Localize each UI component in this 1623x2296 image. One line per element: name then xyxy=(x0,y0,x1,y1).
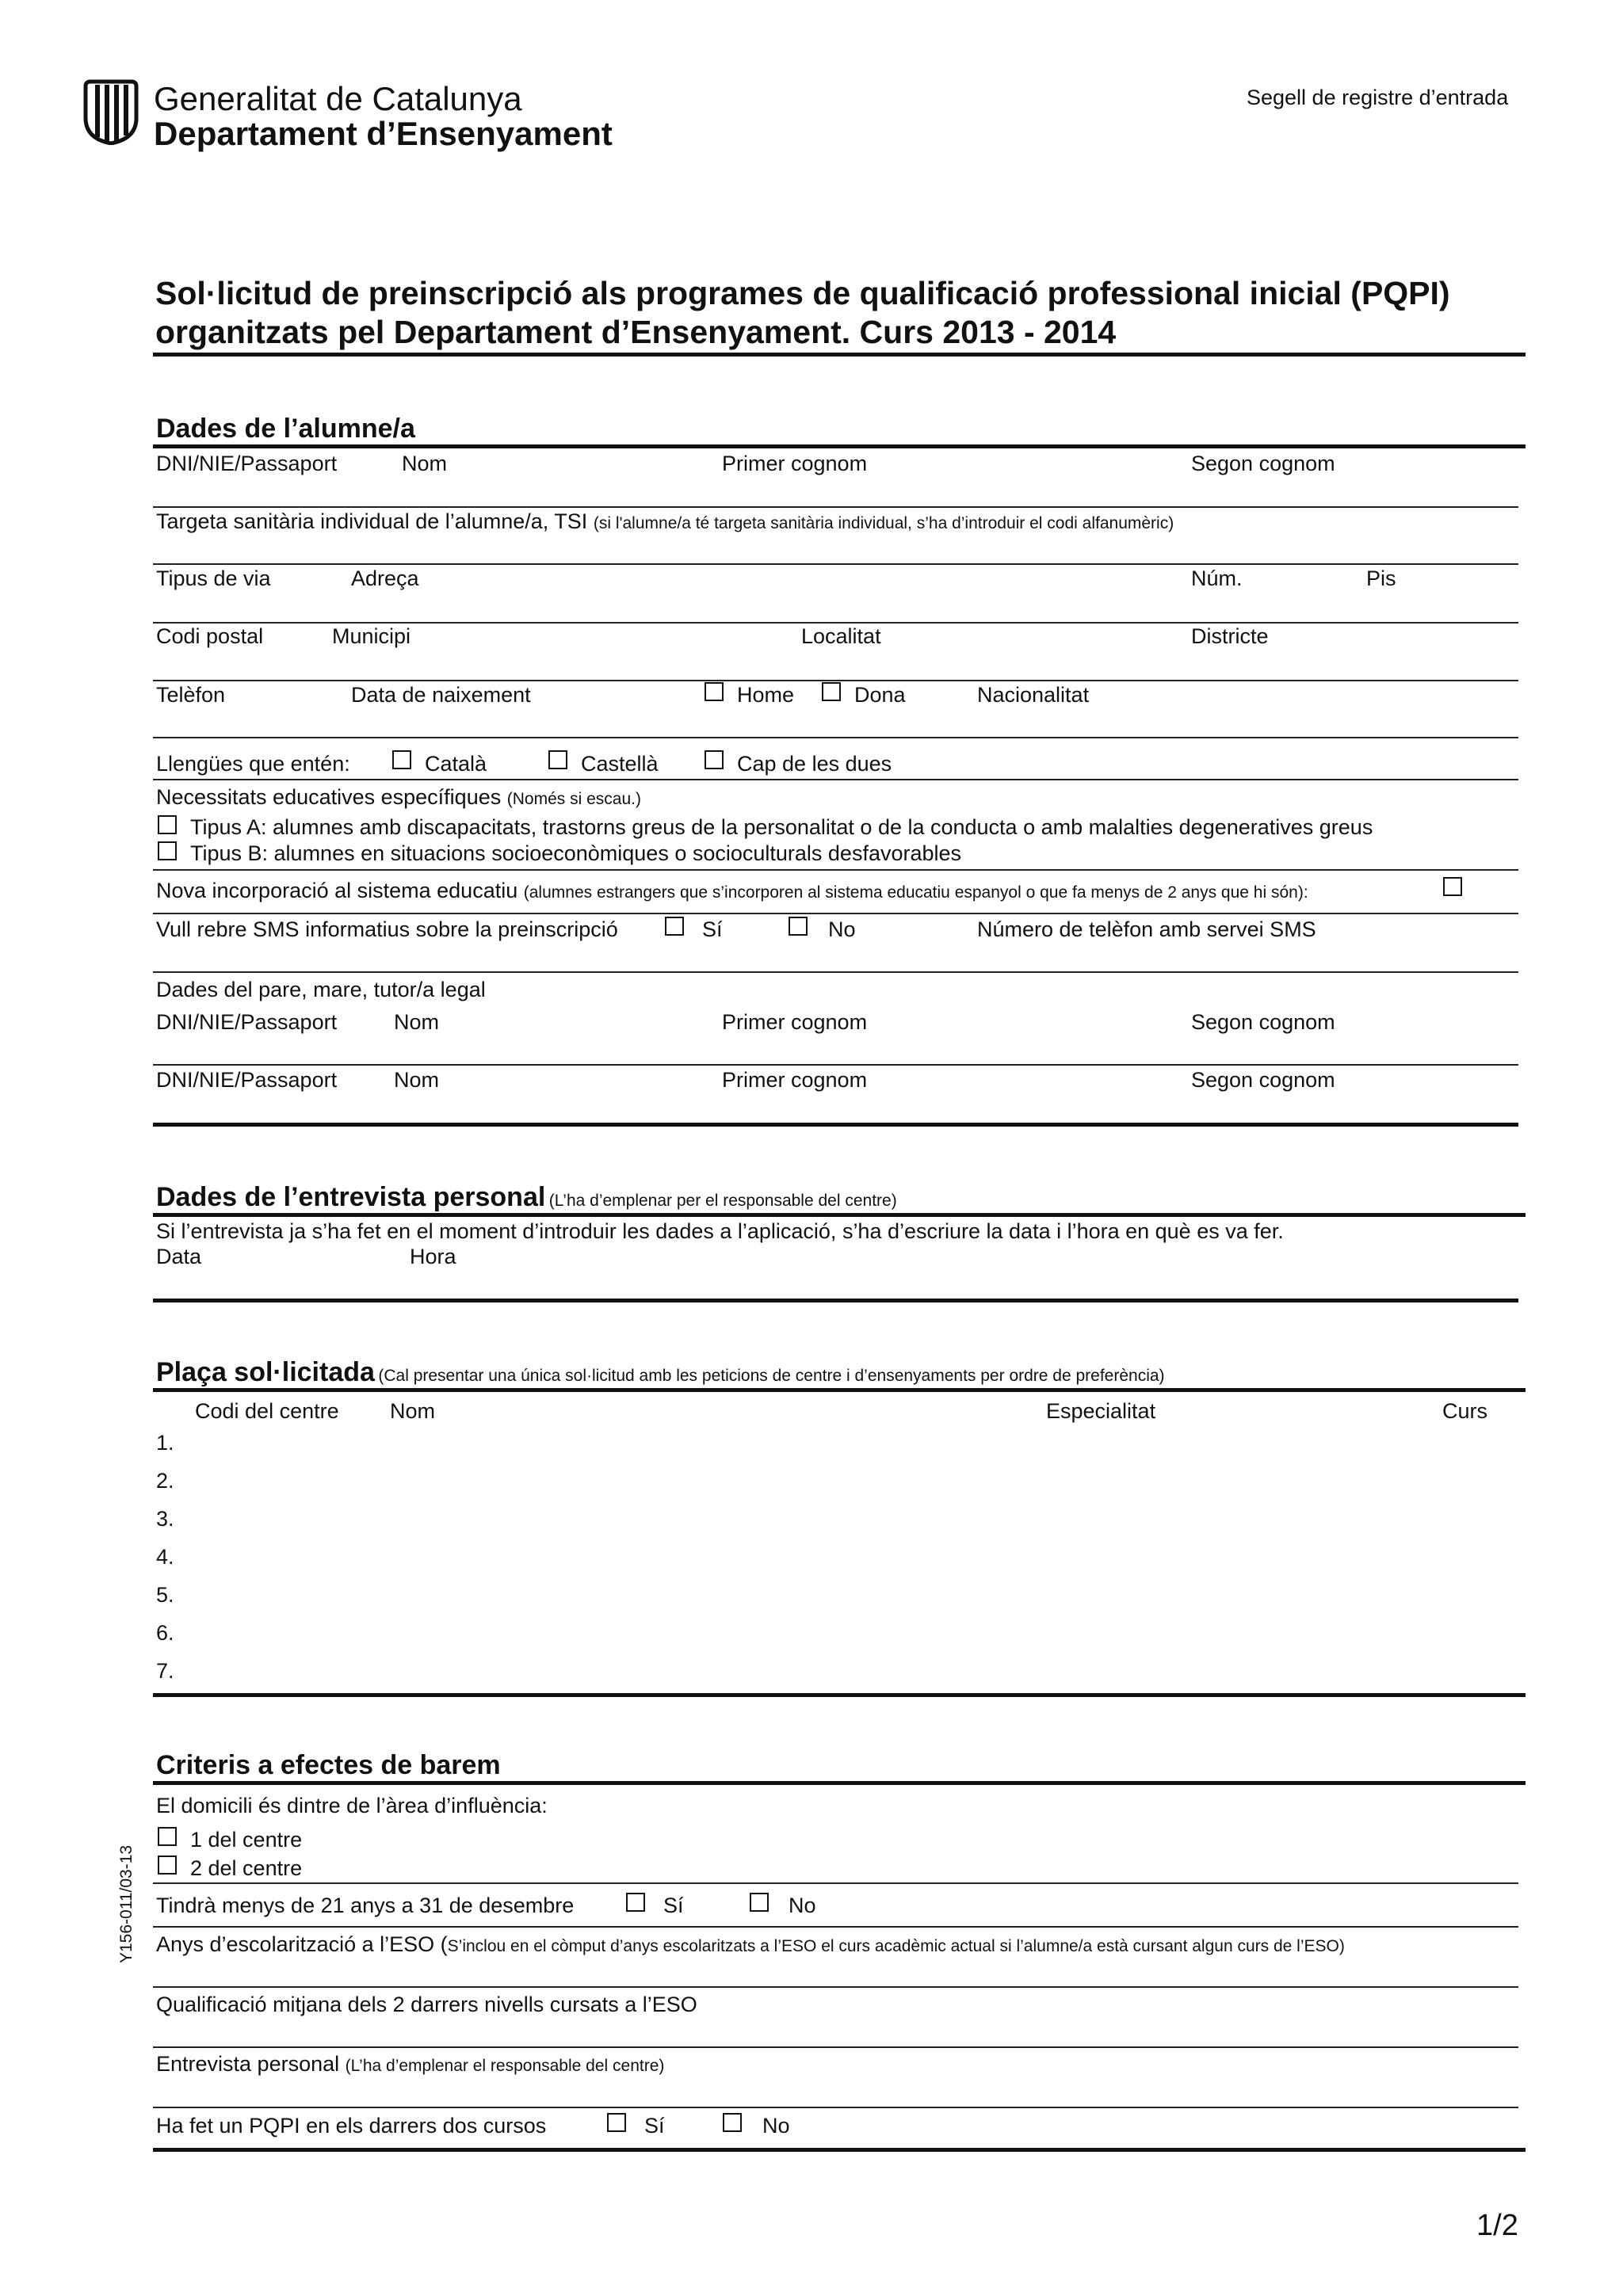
field-line xyxy=(153,2046,1518,2048)
eso-years-label: Anys d’escolarització a l’ESO (S’inclou en el còmput d’anys escolaritzats a l’ESO el curs acadèmic actual si l’alumne/a està cursant algun curs de l’ESO) xyxy=(156,1932,1345,1956)
catalan-checkbox[interactable] xyxy=(392,750,411,769)
postal-code-label: Codi postal xyxy=(156,624,264,648)
age-yes-label: Sí xyxy=(663,1894,684,1917)
neither-language-label: Cap de les dues xyxy=(737,752,892,776)
page-number: 1/2 xyxy=(1476,2209,1518,2242)
student-surname2-label: Segon cognom xyxy=(1191,452,1335,475)
section-rule xyxy=(153,444,1526,448)
title-rule xyxy=(153,353,1526,357)
guardian1-name-label: Nom xyxy=(394,1010,440,1034)
center-code-column: Codi del centre xyxy=(195,1399,339,1423)
place-row-number: 7. xyxy=(156,1659,174,1683)
sms-phone-label: Número de telèfon amb servei SMS xyxy=(977,917,1316,941)
field-line xyxy=(153,2107,1518,2108)
place-row-number: 5. xyxy=(156,1583,174,1607)
age-yes-checkbox[interactable] xyxy=(626,1893,645,1912)
student-surname1-label: Primer cognom xyxy=(722,452,868,475)
interview-time-label: Hora xyxy=(410,1245,456,1268)
section-end-rule xyxy=(153,2148,1526,2152)
field-line xyxy=(153,506,1518,508)
pqpi-no-checkbox[interactable] xyxy=(723,2113,742,2132)
section-rule xyxy=(153,1388,1526,1392)
address-label: Adreça xyxy=(351,566,419,590)
center-name-column: Nom xyxy=(390,1399,436,1423)
type-a-checkbox[interactable] xyxy=(158,815,177,834)
spanish-checkbox[interactable] xyxy=(548,750,567,769)
sms-yes-label: Sí xyxy=(702,917,723,941)
male-checkbox[interactable] xyxy=(705,682,724,701)
tsi-label: Targeta sanitària individual de l’alumne/a, TSI (si l'alumne/a té targeta sanitària individual, s’ha d’introduir el codi alfanumèric) xyxy=(156,509,1174,533)
field-line xyxy=(153,680,1518,681)
field-line xyxy=(153,1064,1518,1066)
section-heading-criteria: Criteris a efectes de barem xyxy=(156,1750,501,1780)
domicile-second-label: 2 del centre xyxy=(190,1856,303,1880)
pqpi-label: Ha fet un PQPI en els darrers dos cursos xyxy=(156,2114,547,2138)
field-line xyxy=(153,737,1518,738)
field-line xyxy=(153,563,1518,565)
org-name: Generalitat de Catalunya xyxy=(154,80,522,117)
age-no-checkbox[interactable] xyxy=(750,1893,769,1912)
form-title xyxy=(155,274,1450,352)
pqpi-yes-checkbox[interactable] xyxy=(607,2113,626,2132)
domicile-first-checkbox[interactable] xyxy=(158,1827,177,1846)
birth-date-label: Data de naixement xyxy=(351,683,531,707)
domicile-second-checkbox[interactable] xyxy=(158,1855,177,1875)
district-label: Districte xyxy=(1191,624,1269,648)
new-incorporation-checkbox[interactable] xyxy=(1443,877,1462,896)
form-title-line1: Sol·licitud de preinscripció als programes de qualificació professional inicial (PQPI) xyxy=(155,275,1450,311)
pqpi-no-label: No xyxy=(762,2114,790,2138)
catalan-label: Català xyxy=(425,752,487,776)
languages-label: Llengües que entén: xyxy=(156,752,350,776)
registry-stamp-label: Segell de registre d’entrada xyxy=(1247,86,1509,109)
domicile-label: El domicili és dintre de l’àrea d’influència: xyxy=(156,1794,548,1817)
guardian1-surname1-label: Primer cognom xyxy=(722,1010,868,1034)
type-b-label: Tipus B: alumnes en situacions socioeconòmiques o socioculturals desfavorables xyxy=(190,841,962,865)
section-end-rule xyxy=(153,1123,1518,1127)
locality-label: Localitat xyxy=(801,624,881,648)
section-heading-interview: Dades de l’entrevista personal (L’ha d’emplenar per el responsable del centre) xyxy=(156,1182,897,1212)
street-type-label: Tipus de via xyxy=(156,566,271,590)
nationality-label: Nacionalitat xyxy=(977,683,1090,707)
form-code: Y156-011/03-13 xyxy=(117,1844,136,1963)
sms-label: Vull rebre SMS informatius sobre la preinscripció xyxy=(156,917,618,941)
female-checkbox[interactable] xyxy=(822,682,841,701)
place-row-number: 4. xyxy=(156,1545,174,1569)
interview-date-label: Data xyxy=(156,1245,202,1268)
phone-label: Telèfon xyxy=(156,683,226,707)
male-label: Home xyxy=(737,683,795,707)
sms-no-checkbox[interactable] xyxy=(789,917,808,936)
number-label: Núm. xyxy=(1191,566,1243,590)
field-line xyxy=(153,1926,1518,1928)
guardian2-id-label: DNI/NIE/Passaport xyxy=(156,1068,338,1092)
guardian2-name-label: Nom xyxy=(394,1068,440,1092)
avg-grade-label: Qualificació mitjana dels 2 darrers nivells cursats a l’ESO xyxy=(156,1993,697,2016)
field-line xyxy=(153,1882,1518,1884)
section-rule xyxy=(153,1213,1526,1217)
place-row-number: 6. xyxy=(156,1621,174,1645)
criteria-interview-label: Entrevista personal (L’ha d’emplenar el responsable del centre) xyxy=(156,2052,665,2076)
guardian2-surname2-label: Segon cognom xyxy=(1191,1068,1335,1092)
field-line xyxy=(153,971,1518,973)
age-no-label: No xyxy=(789,1894,816,1917)
place-row-number: 2. xyxy=(156,1469,174,1493)
field-line xyxy=(153,913,1518,914)
course-column: Curs xyxy=(1442,1399,1488,1423)
section-end-rule xyxy=(153,1299,1518,1302)
section-heading-requested-place: Plaça sol·licitada (Cal presentar una única sol·licitud amb les peticions de centre i d’ensenyaments per ordre de preferència) xyxy=(156,1357,1165,1387)
field-line xyxy=(153,622,1518,624)
special-needs-label: Necessitats educatives específiques (Només si escau.) xyxy=(156,785,641,809)
neither-language-checkbox[interactable] xyxy=(705,750,724,769)
sms-yes-checkbox[interactable] xyxy=(665,917,684,936)
guardian2-surname1-label: Primer cognom xyxy=(722,1068,868,1092)
place-row-number: 1. xyxy=(156,1431,174,1455)
section-rule xyxy=(153,1781,1526,1785)
municipality-label: Municipi xyxy=(332,624,411,648)
interview-instructions: Si l’entrevista ja s’ha fet en el moment d’introduir les dades a l’aplicació, s’ha d’escriure la data i l’hora en què es va fer. xyxy=(156,1219,1284,1243)
field-line xyxy=(153,869,1518,871)
guardian-label: Dades del pare, mare, tutor/a legal xyxy=(156,978,486,1001)
type-b-checkbox[interactable] xyxy=(158,841,177,860)
field-line xyxy=(153,779,1518,780)
student-name-label: Nom xyxy=(402,452,448,475)
student-id-label: DNI/NIE/Passaport xyxy=(156,452,338,475)
catalan-senyera-logo-icon xyxy=(82,78,139,145)
specialty-column: Especialitat xyxy=(1046,1399,1156,1423)
female-label: Dona xyxy=(854,683,906,707)
guardian1-surname2-label: Segon cognom xyxy=(1191,1010,1335,1034)
type-a-label: Tipus A: alumnes amb discapacitats, trastorns greus de la personalitat o de la conducta o amb malalties degeneratives greus xyxy=(190,815,1373,839)
form-title-line2: organitzats pel Departament d’Ensenyament. Curs 2013 - 2014 xyxy=(155,314,1117,351)
section-end-rule xyxy=(153,1693,1526,1697)
section-heading-student: Dades de l’alumne/a xyxy=(156,414,415,444)
domicile-first-label: 1 del centre xyxy=(190,1828,303,1852)
pqpi-yes-label: Sí xyxy=(644,2114,665,2138)
department-name: Departament d’Ensenyament xyxy=(154,115,613,152)
spanish-label: Castellà xyxy=(581,752,659,776)
sms-no-label: No xyxy=(828,917,856,941)
guardian1-id-label: DNI/NIE/Passaport xyxy=(156,1010,338,1034)
new-incorporation-label: Nova incorporació al sistema educatiu (alumnes estrangers que s’incorporen al sistema educatiu espanyol o que fa menys de 2 anys que hi són): xyxy=(156,879,1308,902)
age-label: Tindrà menys de 21 anys a 31 de desembre xyxy=(156,1894,575,1917)
field-line xyxy=(153,1986,1518,1988)
floor-label: Pis xyxy=(1366,566,1396,590)
place-row-number: 3. xyxy=(156,1507,174,1531)
